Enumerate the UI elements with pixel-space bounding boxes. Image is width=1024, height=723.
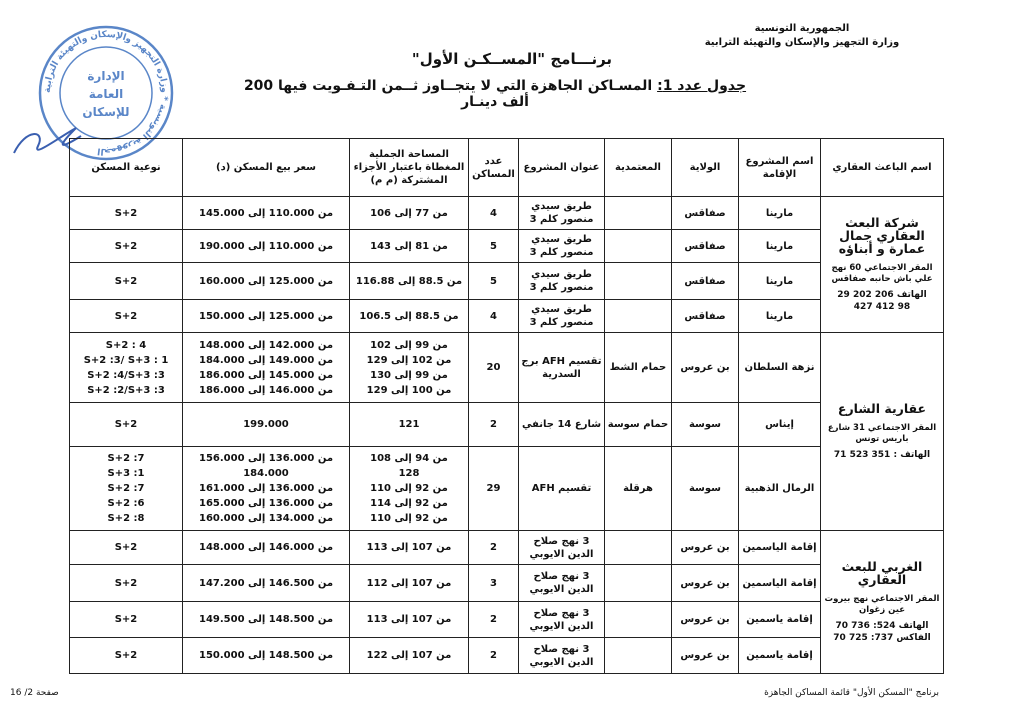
area-line: من 99 إلى 102 — [370, 339, 448, 351]
cell-price — [183, 638, 350, 674]
footer-note: برنامج "المسكن الأول" قائمة المساكن الجاهزة — [764, 688, 939, 698]
price-line: من 149.000 إلى 184.000 — [198, 354, 334, 366]
table-row — [70, 602, 944, 638]
col-price: سعر بيع المسكن (د) — [183, 139, 350, 197]
cell-governorate: بن عروس — [672, 638, 739, 674]
cell-count: 2 — [469, 602, 519, 638]
cell-price — [183, 565, 350, 602]
type-line: S+2 — [114, 310, 138, 322]
table-label: جدول عدد 1: — [657, 78, 747, 94]
table-row — [70, 263, 944, 300]
developer-name: الغربي للبعث العقاري — [841, 559, 923, 587]
cell-project: الرمال الذهبية — [739, 447, 821, 531]
developer-cell — [821, 197, 944, 333]
col-governorate: الولاية — [672, 139, 739, 197]
cell-price — [183, 602, 350, 638]
page-number: صفحة 2/ 16 — [10, 688, 59, 698]
area-line: من 88.5 إلى 106.5 — [359, 310, 459, 322]
developer-phone: الهاتف 206 202 29 — [837, 290, 927, 300]
type-line: S+2 — [114, 577, 138, 589]
table-row — [70, 300, 944, 333]
table-row — [70, 403, 944, 447]
cell-price — [183, 531, 350, 565]
area-line: من 107 إلى 113 — [366, 614, 452, 625]
cell-area — [350, 638, 469, 674]
cell-price — [183, 263, 350, 300]
type-line: S+2 — [114, 614, 138, 625]
cell-governorate: صفاقس — [672, 300, 739, 333]
price-line: من 148.500 إلى 150.000 — [198, 650, 334, 661]
cell-area — [350, 447, 469, 531]
cell-governorate: بن عروس — [672, 565, 739, 602]
cell-project: إقامة الياسمين — [739, 565, 821, 602]
cell-address: 3 نهج صلاح الدين الايوبي — [519, 602, 605, 638]
stamp-ring-text: الجمهورية التونسية * وزارة التجهيز والإسكان والتهيئة الترابية — [42, 29, 170, 157]
cell-delegation: هرقلة — [605, 447, 672, 531]
cell-type — [70, 300, 183, 333]
cell-count: 5 — [469, 230, 519, 263]
cell-price — [183, 447, 350, 531]
cell-type — [70, 531, 183, 565]
cell-price — [183, 197, 350, 230]
table-body — [70, 197, 944, 674]
table-row — [70, 638, 944, 674]
table-row — [70, 197, 944, 230]
type-line: S+2 — [114, 419, 138, 430]
table-subtitle — [240, 78, 750, 110]
cell-project: نزهة السلطان — [739, 333, 821, 403]
cell-project: إقامة الياسمين — [739, 531, 821, 565]
table-row — [70, 333, 944, 403]
cell-type — [70, 447, 183, 531]
cell-delegation — [605, 531, 672, 565]
cell-delegation — [605, 300, 672, 333]
type-line: S+2 — [114, 240, 138, 252]
cell-governorate: بن عروس — [672, 333, 739, 403]
cell-address: تقسيم AFH برج السدرية — [519, 333, 605, 403]
area-line: من 107 إلى 122 — [366, 650, 452, 661]
area-line: من 94 إلى 108 — [370, 453, 448, 464]
cell-delegation: حمام الشط — [605, 333, 672, 403]
developer-name: عقارية الشارع — [837, 401, 927, 416]
cell-area — [350, 230, 469, 263]
cell-type — [70, 197, 183, 230]
cell-governorate: صفاقس — [672, 230, 739, 263]
cell-delegation — [605, 263, 672, 300]
price-line: 184.000 — [243, 468, 289, 479]
cell-project: إقامة ياسمين — [739, 602, 821, 638]
cell-governorate: بن عروس — [672, 602, 739, 638]
cell-project: مارينا — [739, 263, 821, 300]
area-line: من 77 إلى 106 — [370, 207, 448, 219]
cell-area — [350, 263, 469, 300]
ministry-line-2: وزارة التجهيز والإسكان والتهيئة الترابية — [704, 37, 900, 48]
cell-price — [183, 333, 350, 403]
price-line: من 110.000 إلى 145.000 — [198, 207, 334, 219]
cell-price — [183, 230, 350, 263]
developer-address: المقر الاجتماعي نهج بيروت عين زغوان — [824, 594, 940, 615]
cell-delegation — [605, 638, 672, 674]
cell-project: مارينا — [739, 300, 821, 333]
developer-address: المقر الاجتماعي 31 شارع باريس تونس — [827, 423, 937, 444]
document-title: برنـــامج "المســكـن الأول" — [411, 50, 613, 68]
cell-project: مارينا — [739, 197, 821, 230]
price-line: من 146.000 إلى 186.000 — [198, 384, 334, 396]
type-line: S+2 :7 — [107, 453, 145, 464]
cell-address: 3 نهج صلاح الدين الايوبي — [519, 638, 605, 674]
cell-delegation — [605, 602, 672, 638]
area-line: 128 — [398, 468, 420, 479]
cell-count: 29 — [469, 447, 519, 531]
price-line: من 110.000 إلى 190.000 — [198, 240, 334, 252]
cell-address: طريق سيدي منصور كلم 3 — [519, 300, 605, 333]
ministry-line-1: الجمهورية التونسية — [754, 23, 850, 34]
price-line: من 146.500 إلى 147.200 — [198, 577, 334, 589]
area-line: من 102 إلى 129 — [366, 354, 452, 366]
area-line: من 107 إلى 113 — [366, 542, 452, 553]
cell-governorate: سوسة — [672, 403, 739, 447]
cell-area — [350, 602, 469, 638]
type-line: S+2 — [114, 542, 138, 553]
type-line: S+2 :4/S+3 :3 — [87, 369, 165, 381]
table-row — [70, 565, 944, 602]
price-line: من 145.000 إلى 186.000 — [198, 369, 334, 381]
cell-count: 5 — [469, 263, 519, 300]
cell-area — [350, 531, 469, 565]
cell-area — [350, 197, 469, 230]
developer-cell — [821, 531, 944, 674]
cell-address: 3 نهج صلاح الدين الايوبي — [519, 565, 605, 602]
ministry-header — [662, 22, 942, 50]
area-line: من 92 إلى 110 — [370, 483, 448, 494]
area-line: من 88.5 إلى 116.88 — [355, 275, 463, 287]
cell-delegation — [605, 565, 672, 602]
cell-count: 2 — [469, 531, 519, 565]
type-line: S+2 :8 — [107, 513, 145, 524]
cell-address: طريق سيدي منصور كلم 3 — [519, 197, 605, 230]
col-project: اسم المشروع الإقامة — [739, 139, 821, 197]
cell-count: 3 — [469, 565, 519, 602]
table-row — [70, 230, 944, 263]
cell-price — [183, 403, 350, 447]
table-header-row — [70, 139, 944, 197]
cell-count: 2 — [469, 638, 519, 674]
cell-area — [350, 333, 469, 403]
area-line: من 107 إلى 112 — [366, 577, 452, 589]
area-line: 121 — [398, 419, 420, 430]
cell-type — [70, 230, 183, 263]
housing-table — [69, 138, 944, 674]
cell-type — [70, 333, 183, 403]
col-type: نوعية المسكن — [70, 139, 183, 197]
col-area: المساحة الجملية المغطاة باعتبار الأجزاء المشتركة (م م) — [350, 139, 469, 197]
cell-address: طريق سيدي منصور كلم 3 — [519, 263, 605, 300]
price-line: 199.000 — [243, 419, 289, 430]
area-line: من 100 إلى 129 — [366, 384, 452, 396]
cell-address: شارع 14 جانفي — [519, 403, 605, 447]
cell-address: 3 نهج صلاح الدين الايوبي — [519, 531, 605, 565]
col-address: عنوان المشروع — [519, 139, 605, 197]
price-line: من 148.500 إلى 149.500 — [198, 614, 334, 625]
stamp-text-2: العامة — [88, 87, 124, 101]
cell-count: 2 — [469, 403, 519, 447]
price-line: من 125.000 إلى 150.000 — [198, 310, 334, 322]
price-line: من 142.000 إلى 148.000 — [198, 339, 334, 351]
price-line: من 134.000 إلى 160.000 — [198, 513, 334, 524]
table-row — [70, 447, 944, 531]
developer-phone-2: الفاكس 737: 725 70 — [833, 633, 931, 643]
developer-phone: الهاتف : 351 523 71 — [833, 450, 931, 460]
price-line: من 136.000 إلى 165.000 — [198, 498, 334, 509]
cell-type — [70, 565, 183, 602]
table-row — [70, 531, 944, 565]
type-line: S+2 :2/S+3 :3 — [87, 384, 165, 396]
cell-address: طريق سيدي منصور كلم 3 — [519, 230, 605, 263]
cell-project: مارينا — [739, 230, 821, 263]
cell-type — [70, 602, 183, 638]
type-line: S+2 :3/ S+3 : 1 — [83, 354, 169, 366]
cell-count: 4 — [469, 300, 519, 333]
type-line: S+2 : 4 — [105, 339, 147, 351]
area-line: من 92 إلى 110 — [370, 513, 448, 524]
price-line: من 125.000 إلى 160.000 — [198, 275, 334, 287]
developer-cell — [821, 333, 944, 531]
cell-type — [70, 403, 183, 447]
table-description: المسـاكن الجاهزة التي لا يتجــاوز ثــمن التـفـويت فيها 200 ألف دينـار — [243, 78, 653, 110]
cell-area — [350, 403, 469, 447]
cell-area — [350, 565, 469, 602]
cell-project: إقامة ياسمين — [739, 638, 821, 674]
col-delegation: المعتمدية — [605, 139, 672, 197]
type-line: S+2 :6 — [107, 498, 145, 509]
price-line: من 136.000 إلى 161.000 — [198, 483, 334, 494]
type-line: S+3 :1 — [107, 468, 145, 479]
type-line: S+2 — [114, 650, 138, 661]
developer-phone-2: 98 412 427 — [853, 302, 911, 312]
cell-price — [183, 300, 350, 333]
developer-name: شركة البعث العقاري جمال عمارة و أبناؤه — [838, 215, 926, 256]
area-line: من 81 إلى 143 — [370, 240, 448, 252]
cell-count: 20 — [469, 333, 519, 403]
cell-address: تقسيم AFH — [519, 447, 605, 531]
cell-type — [70, 638, 183, 674]
type-line: S+2 :7 — [107, 483, 145, 494]
type-line: S+2 — [114, 207, 138, 219]
type-line: S+2 — [114, 275, 138, 287]
cell-count: 4 — [469, 197, 519, 230]
col-developer: اسم الباعث العقاري — [821, 139, 944, 197]
col-count: عدد المساكن — [469, 139, 519, 197]
cell-project: إيناس — [739, 403, 821, 447]
developer-phone: الهاتف 524: 736 70 — [835, 621, 929, 631]
stamp-text-3: للإسكان — [82, 105, 130, 119]
cell-delegation: حمام سوسة — [605, 403, 672, 447]
developer-address: المقر الاجتماعي 60 نهج علي باش حانبه صفاقس — [831, 263, 933, 284]
cell-governorate: بن عروس — [672, 531, 739, 565]
cell-governorate: صفاقس — [672, 263, 739, 300]
cell-area — [350, 300, 469, 333]
cell-governorate: صفاقس — [672, 197, 739, 230]
cell-delegation — [605, 197, 672, 230]
cell-delegation — [605, 230, 672, 263]
area-line: من 99 إلى 130 — [370, 369, 448, 381]
price-line: من 136.000 إلى 156.000 — [198, 453, 334, 464]
cell-type — [70, 263, 183, 300]
price-line: من 146.000 إلى 148.000 — [198, 542, 334, 553]
stamp-text-1: الإدارة — [87, 69, 125, 83]
cell-governorate: سوسة — [672, 447, 739, 531]
area-line: من 92 إلى 114 — [370, 498, 448, 509]
